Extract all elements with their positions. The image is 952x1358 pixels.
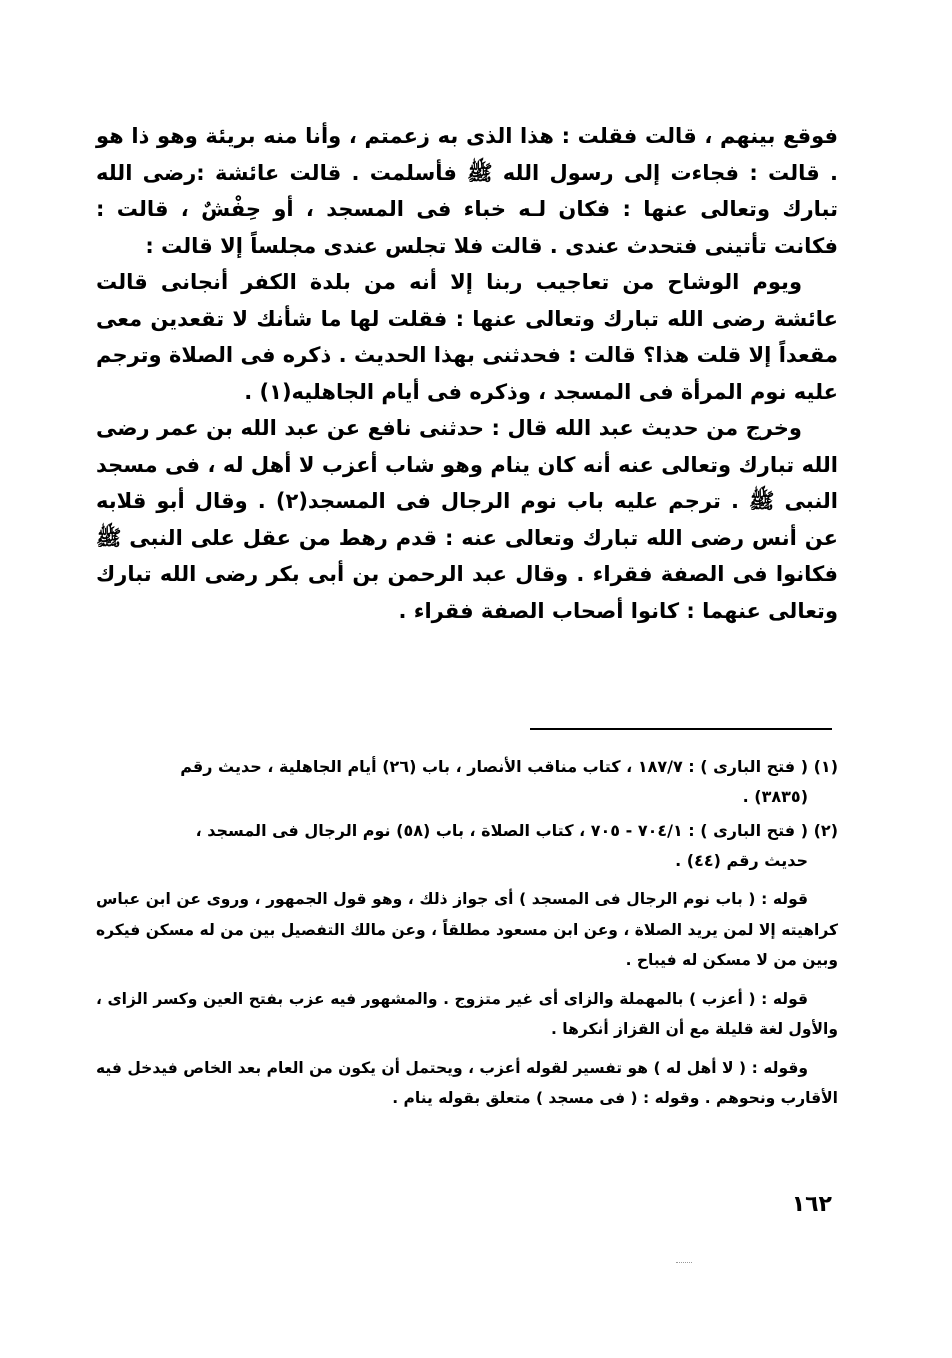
- footnote-1: [96, 752, 838, 812]
- footnote-2-line-2: حديث رقم (٤٤) .: [675, 851, 808, 870]
- footnotes-section: [96, 752, 838, 1122]
- paragraph-1: فوقع بينهم ، قالت فقلت : هذا الذى به زعمتم ، وأنا منه بريئة وهو ذا هو . قالت : فجاءت إلى رسول الله ﷺ فأسلمت . قالت عائشة :رضى الله تبارك وتعالى عنها : فكان لـه خباء فى المسجد ، أو حِفْشٌ ، قالت : فكانت تأتينى فتحدث عندى . قالت فلا تجلس عندى مجلساً إلا قالت :: [96, 124, 838, 258]
- scan-speck: [676, 1262, 692, 1263]
- commentary-block: [96, 884, 838, 1114]
- footnote-divider: [530, 728, 832, 730]
- paragraph-2: ويوم الوشاح من تعاجيب ربنا إلا أنه من بلدة الكفر أنجانى قالت عائشة رضى الله تبارك وتعالى عنها : فقلت لها ما شأنك لا تقعدين معى مقعداً إلا قلت هذا؟ قالت : فحدثنى بهذا الحديث . ذكره فى الصلاة وترجم عليه نوم المرأة فى المسجد ، وذكره فى أيام الجاهليه(١) .: [96, 270, 838, 404]
- commentary-paragraph-2: قوله : ( أعزب ) بالمهملة والزاى أى غير متزوج . والمشهور فيه عزب بفتح العين وكسر الزاى ، والأول لغة قليلة مع أن القزاز أنكرها .: [96, 989, 838, 1038]
- commentary-paragraph-1: قوله : ( باب نوم الرجال فى المسجد ) أى جواز ذلك ، وهو قول الجمهور ، وروى عن ابن عباس كراهيته إلا لمن يريد الصلاة ، وعن ابن مسعود مطلقاً ، وعن مالك التفصيل بين من له مسكن فيكره وبين من لا مسكن له فيباح .: [96, 890, 838, 969]
- footnote-2-line-1: (٢) ( فتح البارى ) : ٧٠٤/١ - ٧٠٥ ، كتاب الصلاة ، باب (٥٨) نوم الرجال فى المسجد ،: [195, 821, 838, 840]
- page-number: ١٦٢: [791, 1192, 832, 1217]
- footnote-1-line-2: (٣٨٣٥) .: [742, 787, 808, 806]
- footnote-1-line-1: (١) ( فتح البارى ) : ١٨٧/٧ ، كتاب مناقب الأنصار ، باب (٢٦) أيام الجاهلية ، حديث رقم: [180, 757, 838, 776]
- main-text-body: [96, 118, 838, 629]
- commentary-paragraph-3: وقوله : ( لا أهل له ) هو تفسير لقوله أعزب ، ويحتمل أن يكون من العام بعد الخاص فيدخل فيه الأقارب ونحوهم . وقوله : ( فى مسجد ) متعلق بقوله ينام .: [96, 1058, 838, 1107]
- paragraph-3: وخرج من حديث عبد الله قال : حدثنى نافع عن عبد الله بن عمر رضى الله تبارك وتعالى عنه أنه كان ينام وهو شاب أعزب لا أهل له ، فى مسجد النبى ﷺ . ترجم عليه باب نوم الرجال فى المسجد(٢) . وقال أبو قلابه عن أنس رضى الله تبارك وتعالى عنه : قدم رهط من عقل على النبى ﷺ فكانوا فى الصفة فقراء . وقال عبد الرحمن بن أبى بكر رضى الله تبارك وتعالى عنهما : كانوا أصحاب الصفة فقراء .: [96, 416, 839, 623]
- footnote-2: [96, 816, 838, 876]
